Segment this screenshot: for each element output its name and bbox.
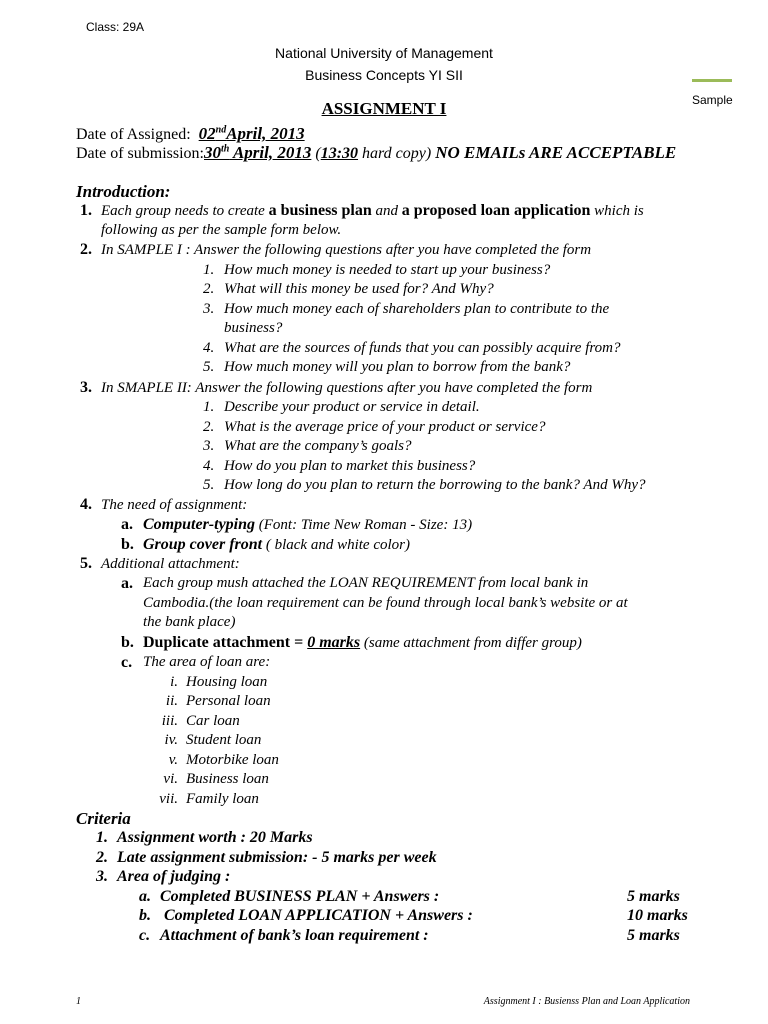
course-name: Business Concepts YI SII <box>305 67 463 83</box>
item5-c-label: c. <box>121 654 133 671</box>
class-label: Class: 29A <box>86 20 145 34</box>
criteria-3: Area of judging : <box>117 868 231 885</box>
loan-4-num: iv. <box>164 732 178 748</box>
intro-item-3: In SMAPLE II: Answer the following questions after you have completed the form <box>101 380 593 396</box>
judging-a-marks: 5 marks <box>627 888 680 905</box>
item1-text-e: which is <box>590 203 644 219</box>
assigned-sup: nd <box>215 124 227 136</box>
criteria-1-num: 1. <box>96 829 108 846</box>
criteria-3-num: 3. <box>96 868 108 885</box>
loan-1-num: i. <box>170 674 178 690</box>
judging-b: Completed LOAN APPLICATION + Answers : <box>160 907 473 924</box>
item2-sub-5-num: 5. <box>203 359 215 375</box>
loan-2-num: ii. <box>165 693 178 709</box>
item1-business-plan: a business plan <box>268 202 372 219</box>
university-name: National University of Management <box>275 45 493 61</box>
sample-bar <box>692 79 732 82</box>
item4-b <box>143 536 410 554</box>
page-number: 1 <box>76 996 81 1007</box>
item5-a-line2: Cambodia.(the loan requirement can be found through local bank’s website or at <box>143 595 628 611</box>
assigned-rest: April, 2013 <box>226 124 305 143</box>
item1-loan-application: a proposed loan application <box>401 202 591 219</box>
intro-item-2-number: 2. <box>80 241 92 258</box>
judging-b-num: b. <box>139 907 151 924</box>
item1-text-a: Each group needs to create <box>101 203 269 219</box>
item3-sub-2-num: 2. <box>203 419 215 435</box>
intro-item-5: Additional attachment: <box>101 556 240 572</box>
item5-a-label: a. <box>121 575 133 592</box>
item5-c: The area of loan are: <box>143 654 271 670</box>
intro-item-1-number: 1. <box>80 202 92 219</box>
computer-typing: Computer-typing <box>143 516 256 533</box>
item3-sub-3: What are the company’s goals? <box>224 438 412 454</box>
footer-text: Assignment I : Busienss Plan and Loan Application <box>483 996 690 1007</box>
judging-a-num: a. <box>139 888 151 905</box>
item1-text-c: and <box>371 203 402 219</box>
item5-b-rest: (same attachment from differ group) <box>360 635 582 651</box>
sample-tag: Sample <box>692 93 733 107</box>
item2-sub-1: How much money is needed to start up your business? <box>224 262 551 278</box>
submission-hard-copy: hard copy) <box>358 145 436 162</box>
judging-c: Attachment of bank’s loan requirement : <box>160 927 429 944</box>
submission-day: 30 <box>204 143 221 162</box>
date-assigned-value <box>199 124 305 143</box>
loan-7: Family loan <box>186 791 259 807</box>
item2-sub-2-num: 2. <box>203 281 215 297</box>
item5-b-label: b. <box>121 634 134 651</box>
submission-time: 13:30 <box>320 145 359 162</box>
criteria-2-num: 2. <box>96 849 108 866</box>
intro-item-3-number: 3. <box>80 379 92 396</box>
item2-sub-4: What are the sources of funds that you can possibly acquire from? <box>224 340 621 356</box>
loan-5-num: v. <box>168 752 178 768</box>
date-assigned <box>76 124 305 144</box>
item2-sub-3-cont: business? <box>224 320 283 336</box>
loan-4: Student loan <box>186 732 262 748</box>
judging-c-num: c. <box>139 927 151 944</box>
date-submission <box>76 143 676 163</box>
intro-item-1-line2: following as per the sample form below. <box>101 222 342 238</box>
item2-sub-4-num: 4. <box>203 340 215 356</box>
item3-sub-4-num: 4. <box>203 458 215 474</box>
criteria-heading: Criteria <box>76 809 131 828</box>
duplicate-attachment: Duplicate attachment = <box>143 634 308 651</box>
judging-a: Completed BUSINESS PLAN + Answers : <box>160 888 440 905</box>
submission-paren: ( <box>311 145 321 162</box>
loan-2: Personal loan <box>186 693 271 709</box>
item2-sub-3: How much money each of shareholders plan to contribute to the <box>224 301 610 317</box>
judging-c-marks: 5 marks <box>627 927 680 944</box>
intro-item-4-number: 4. <box>80 496 92 513</box>
intro-item-5-number: 5. <box>80 555 92 572</box>
criteria-1: Assignment worth : 20 Marks <box>117 829 313 846</box>
item2-sub-1-num: 1. <box>203 262 215 278</box>
judging-b-marks: 10 marks <box>627 907 688 924</box>
intro-item-4: The need of assignment: <box>101 497 248 513</box>
date-submission-label: Date of submission: <box>76 145 204 162</box>
item3-sub-5-num: 5. <box>203 477 215 493</box>
zero-marks: 0 marks <box>307 634 361 651</box>
intro-heading: Introduction: <box>76 182 171 201</box>
item4-b-rest: ( black and white color) <box>262 537 410 553</box>
submission-note: NO EMAILs ARE ACCEPTABLE <box>435 143 677 162</box>
item3-sub-2: What is the average price of your product or service? <box>224 419 546 435</box>
item3-sub-5: How long do you plan to return the borrowing to the bank? And Why? <box>224 477 646 493</box>
item5-b <box>143 634 582 652</box>
item3-sub-1: Describe your product or service in detail. <box>224 399 480 415</box>
item2-sub-5: How much money will you plan to borrow from the bank? <box>224 359 571 375</box>
item5-a-line3: the bank place) <box>143 614 236 630</box>
loan-7-num: vii. <box>159 791 178 807</box>
loan-6: Business loan <box>186 771 269 787</box>
criteria-2: Late assignment submission: - 5 marks per week <box>117 849 437 866</box>
loan-6-num: vi. <box>163 771 178 787</box>
item3-sub-1-num: 1. <box>203 399 215 415</box>
item2-sub-3-num: 3. <box>203 301 215 317</box>
intro-item-2: In SAMPLE I : Answer the following questions after you have completed the form <box>101 242 592 258</box>
assignment-title: ASSIGNMENT I <box>321 99 447 118</box>
date-assigned-label: Date of Assigned: <box>76 126 191 143</box>
date-submission-value <box>204 143 311 162</box>
intro-item-1 <box>101 202 644 220</box>
submission-rest: April, 2013 <box>229 143 312 162</box>
item4-b-label: b. <box>121 536 134 553</box>
item3-sub-3-num: 3. <box>203 438 215 454</box>
item4-a <box>143 516 472 534</box>
item5-a-line1: Each group mush attached the LOAN REQUIREMENT from local bank in <box>143 575 589 591</box>
loan-1: Housing loan <box>186 674 268 690</box>
group-cover-front: Group cover front <box>143 536 263 553</box>
submission-sup: th <box>221 143 230 155</box>
assigned-day: 02 <box>198 124 216 143</box>
item4-a-rest: (Font: Time New Roman - Size: 13) <box>255 517 473 533</box>
item4-a-label: a. <box>121 516 133 533</box>
loan-3-num: iii. <box>161 713 178 729</box>
loan-3: Car loan <box>186 713 240 729</box>
item3-sub-4: How do you plan to market this business? <box>224 458 476 474</box>
item2-sub-2: What will this money be used for? And Why? <box>224 281 494 297</box>
loan-5: Motorbike loan <box>186 752 279 768</box>
